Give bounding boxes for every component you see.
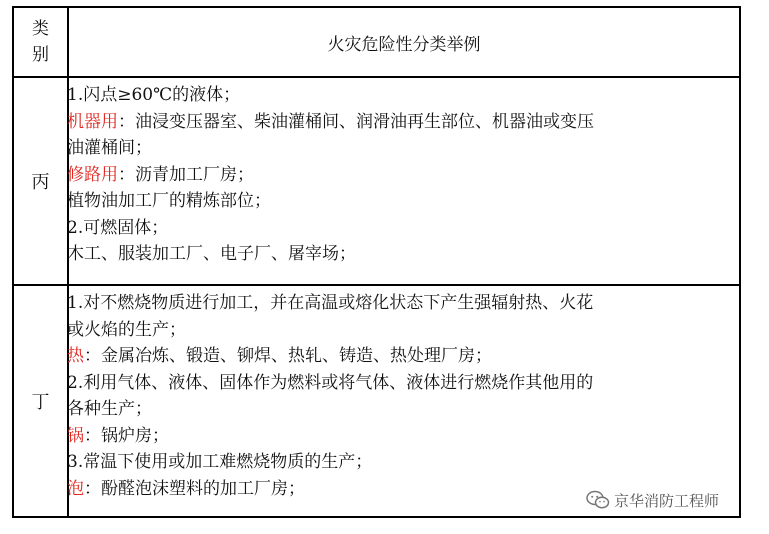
example-text: 2.可燃固体； bbox=[67, 217, 169, 238]
example-text: 或火焰的生产； bbox=[67, 319, 186, 340]
example-text: 3.常温下使用或加工难燃烧物质的生产； bbox=[67, 452, 373, 472]
example-line bbox=[67, 188, 761, 215]
example-text: ：锅炉房； bbox=[84, 425, 169, 446]
example-line bbox=[67, 290, 761, 317]
example-line bbox=[67, 135, 761, 162]
example-text: 1.闪点≥60℃的液体； bbox=[67, 85, 241, 105]
highlight-keyword: 锅 bbox=[67, 425, 84, 446]
example-text: 植物油加工厂的精炼部位； bbox=[67, 191, 271, 211]
category-header-line1: 类 bbox=[32, 19, 49, 39]
highlight-keyword: 泡 bbox=[67, 478, 84, 499]
example-line bbox=[67, 215, 761, 242]
category-header-line2: 别 bbox=[32, 45, 49, 65]
example-line bbox=[67, 317, 761, 344]
example-line bbox=[67, 241, 761, 268]
example-text: ：酚醛泡沫塑料的加工厂房； bbox=[84, 478, 305, 499]
category-header bbox=[14, 8, 67, 76]
category-cell-bing: 丙 bbox=[31, 172, 50, 193]
example-line bbox=[67, 449, 761, 476]
example-text: ：金属冶炼、锻造、铆焊、热轧、铸造、热处理厂房； bbox=[84, 346, 492, 366]
example-text: 1.对不燃烧物质进行加工，并在高温或熔化状态下产生强辐射热、火花 bbox=[67, 293, 594, 313]
watermark bbox=[586, 488, 719, 512]
row-divider bbox=[14, 284, 739, 286]
example-line bbox=[67, 370, 761, 397]
highlight-keyword: 修路用 bbox=[67, 164, 118, 185]
example-line bbox=[67, 396, 761, 423]
example-text: ：油浸变压器室、柴油灌桶间、润滑油再生部位、机器油或变压 bbox=[118, 111, 594, 132]
example-line bbox=[67, 82, 761, 109]
example-line bbox=[67, 109, 761, 136]
category-cell-ding: 丁 bbox=[31, 392, 50, 413]
example-line bbox=[67, 423, 761, 450]
highlight-keyword: 热 bbox=[67, 346, 84, 366]
examples-cell-bing bbox=[67, 82, 761, 268]
example-line bbox=[67, 343, 761, 370]
example-text: 木工、服装加工厂、电子厂、屠宰场； bbox=[67, 244, 356, 264]
watermark-text: 京华消防工程师 bbox=[614, 491, 720, 510]
highlight-keyword: 机器用 bbox=[67, 111, 118, 132]
example-text: 油灌桶间； bbox=[67, 138, 152, 158]
example-text: ：沥青加工厂房； bbox=[118, 164, 254, 185]
wechat-icon bbox=[586, 490, 610, 510]
example-text: 各种生产； bbox=[67, 399, 152, 419]
example-line bbox=[67, 162, 761, 189]
examples-cell-ding bbox=[67, 290, 761, 502]
example-text: 2.利用气体、液体、固体作为燃料或将气体、液体进行燃烧作其他用的 bbox=[67, 372, 594, 393]
header-divider bbox=[14, 76, 739, 78]
examples-header: 火灾危险性分类举例 bbox=[327, 34, 481, 55]
